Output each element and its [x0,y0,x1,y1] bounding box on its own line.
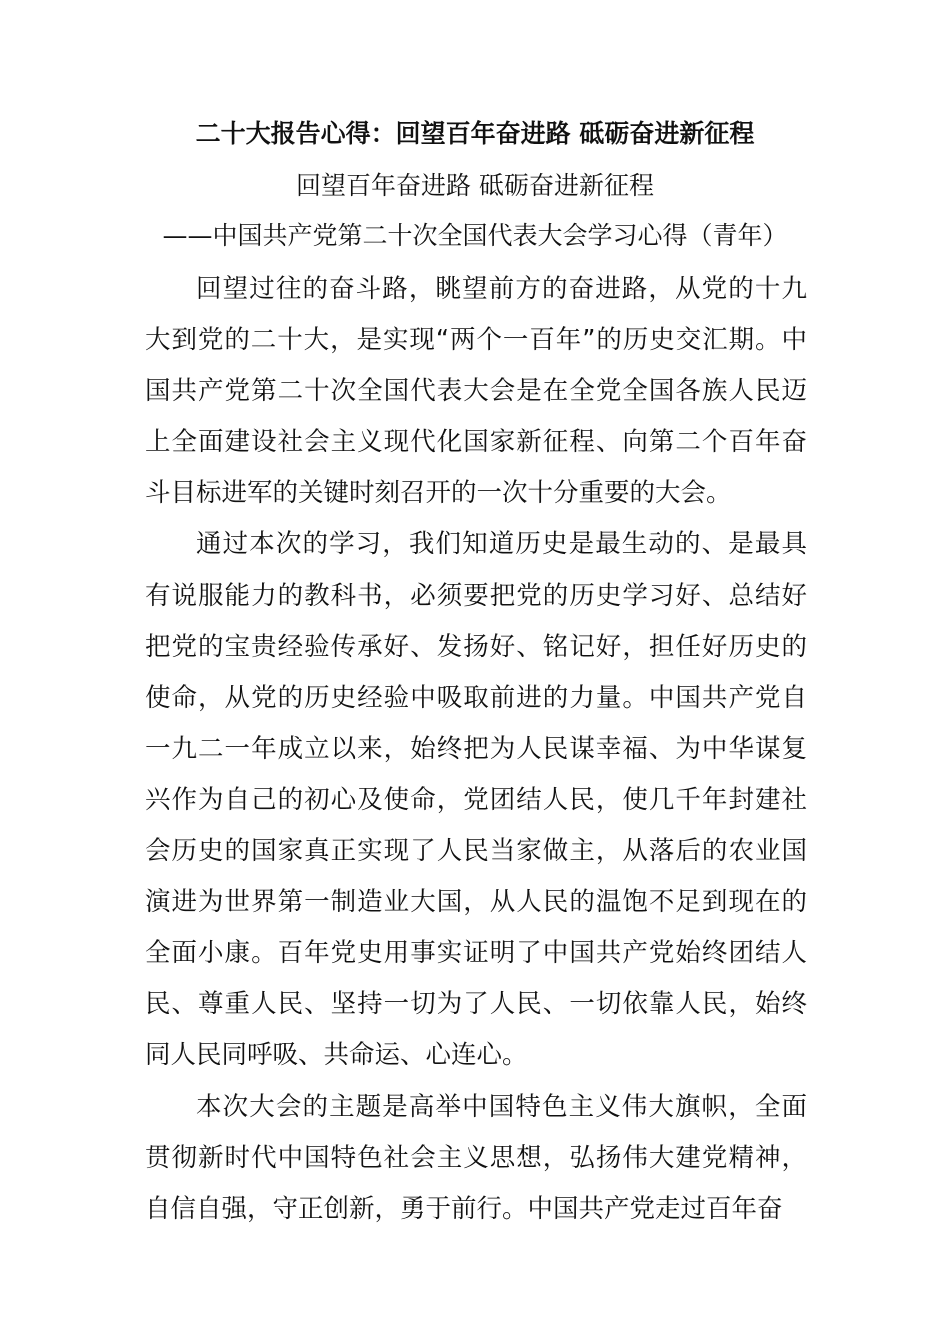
document-byline: ——中国共产党第二十次全国代表大会学习心得（青年） [162,221,788,250]
body-paragraph-3: 本次大会的主题是高举中国特色主义伟大旗帜，全面贯彻新时代中国特色社会主义思想，弘扬伟大建党精神，自信自强，守正创新，勇于前行。中国共产党走过百年奋 [145,1091,807,1224]
document-subtitle: 回望百年奋进路 砥砺奋进新征程 [296,171,654,200]
document-body [145,264,807,1235]
body-paragraph-2: 通过本次的学习，我们知道历史是最生动的、是最具有说服能力的教科书，必须要把党的历史学习好、总结好把党的宝贵经验传承好、发扬好、铭记好，担任好历史的使命，从党的历史经验中吸取前进的力量。中国共产党自一九二一年成立以来，始终把为人民谋幸福、为中华谋复兴作为自己的初心及使命，党团结人民，使几千年封建社会历史的国家真正实现了人民当家做主，从落后的农业国演进为世界第一制造业大国，从人民的温饱不足到现在的全面小康。百年党史用事实证明了中国共产党始终团结人民、尊重人民、坚持一切为了人民、一切依靠人民，始终同人民同呼吸、共命运、心连心。 [145,529,807,1071]
document-title: 二十大报告心得：回望百年奋进路 砥砺奋进新征程 [195,119,755,148]
body-paragraph-1: 回望过往的奋斗路，眺望前方的奋进路，从党的十九大到党的二十大，是实现“两个一百年”的历史交汇期。中国共产党第二十次全国代表大会是在全党全国各族人民迈上全面建设社会主义现代化国家新征程、向第二个百年奋斗目标进军的关键时刻召开的一次十分重要的大会。 [145,274,807,509]
